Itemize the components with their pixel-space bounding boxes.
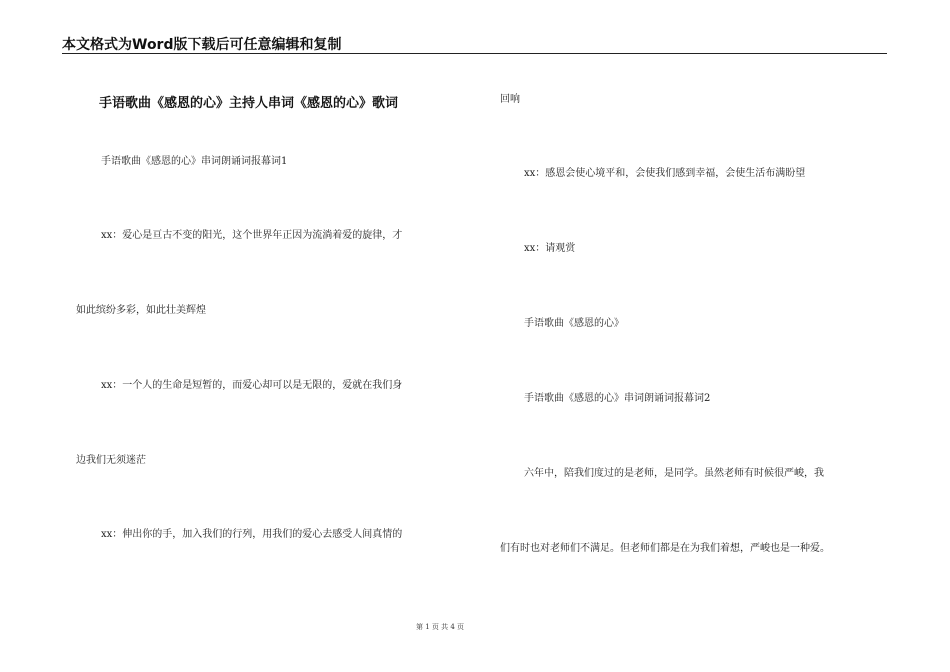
page-header: [62, 33, 887, 54]
right-line-4: 手语歌曲《感恩的心》: [524, 318, 624, 329]
right-line-7: 们有时也对老师们不满足。但老师们都是在为我们着想，严峻也是一种爱。: [500, 543, 830, 554]
left-line-1: 手语歌曲《感恩的心》串词朗诵词报幕词1: [101, 156, 288, 167]
right-line-5: 手语歌曲《感恩的心》串词朗诵词报幕词2: [524, 393, 711, 404]
right-line-6: 六年中，陪我们度过的是老师，是同学。虽然老师有时候很严峻，我: [524, 468, 824, 479]
header-title: 本文格式为Word版下载后可任意编辑和复制: [62, 37, 342, 53]
left-line-5: 边我们无须迷茫: [76, 455, 146, 466]
left-line-4: xx：一个人的生命是短暂的，而爱心却可以是无限的，爱就在我们身: [101, 380, 403, 391]
left-line-6: xx：伸出你的手，加入我们的行列，用我们的爱心去感受人间真情的: [101, 529, 403, 540]
page-number: 第 1 页 共 4 页: [415, 623, 465, 631]
document-title: 手语歌曲《感恩的心》主持人串词《感恩的心》歌词: [99, 96, 399, 111]
left-line-3: 如此缤纷多彩，如此壮美辉煌: [76, 305, 206, 316]
left-line-2: xx：爱心是亘古不变的阳光，这个世界年正因为流淌着爱的旋律，才: [101, 230, 403, 241]
right-line-2: xx：感恩会使心境平和，会使我们感到幸福，会使生活布满盼望: [524, 168, 806, 179]
right-line-3: xx：请观赏: [524, 243, 576, 254]
right-line-1: 回响: [500, 94, 520, 105]
